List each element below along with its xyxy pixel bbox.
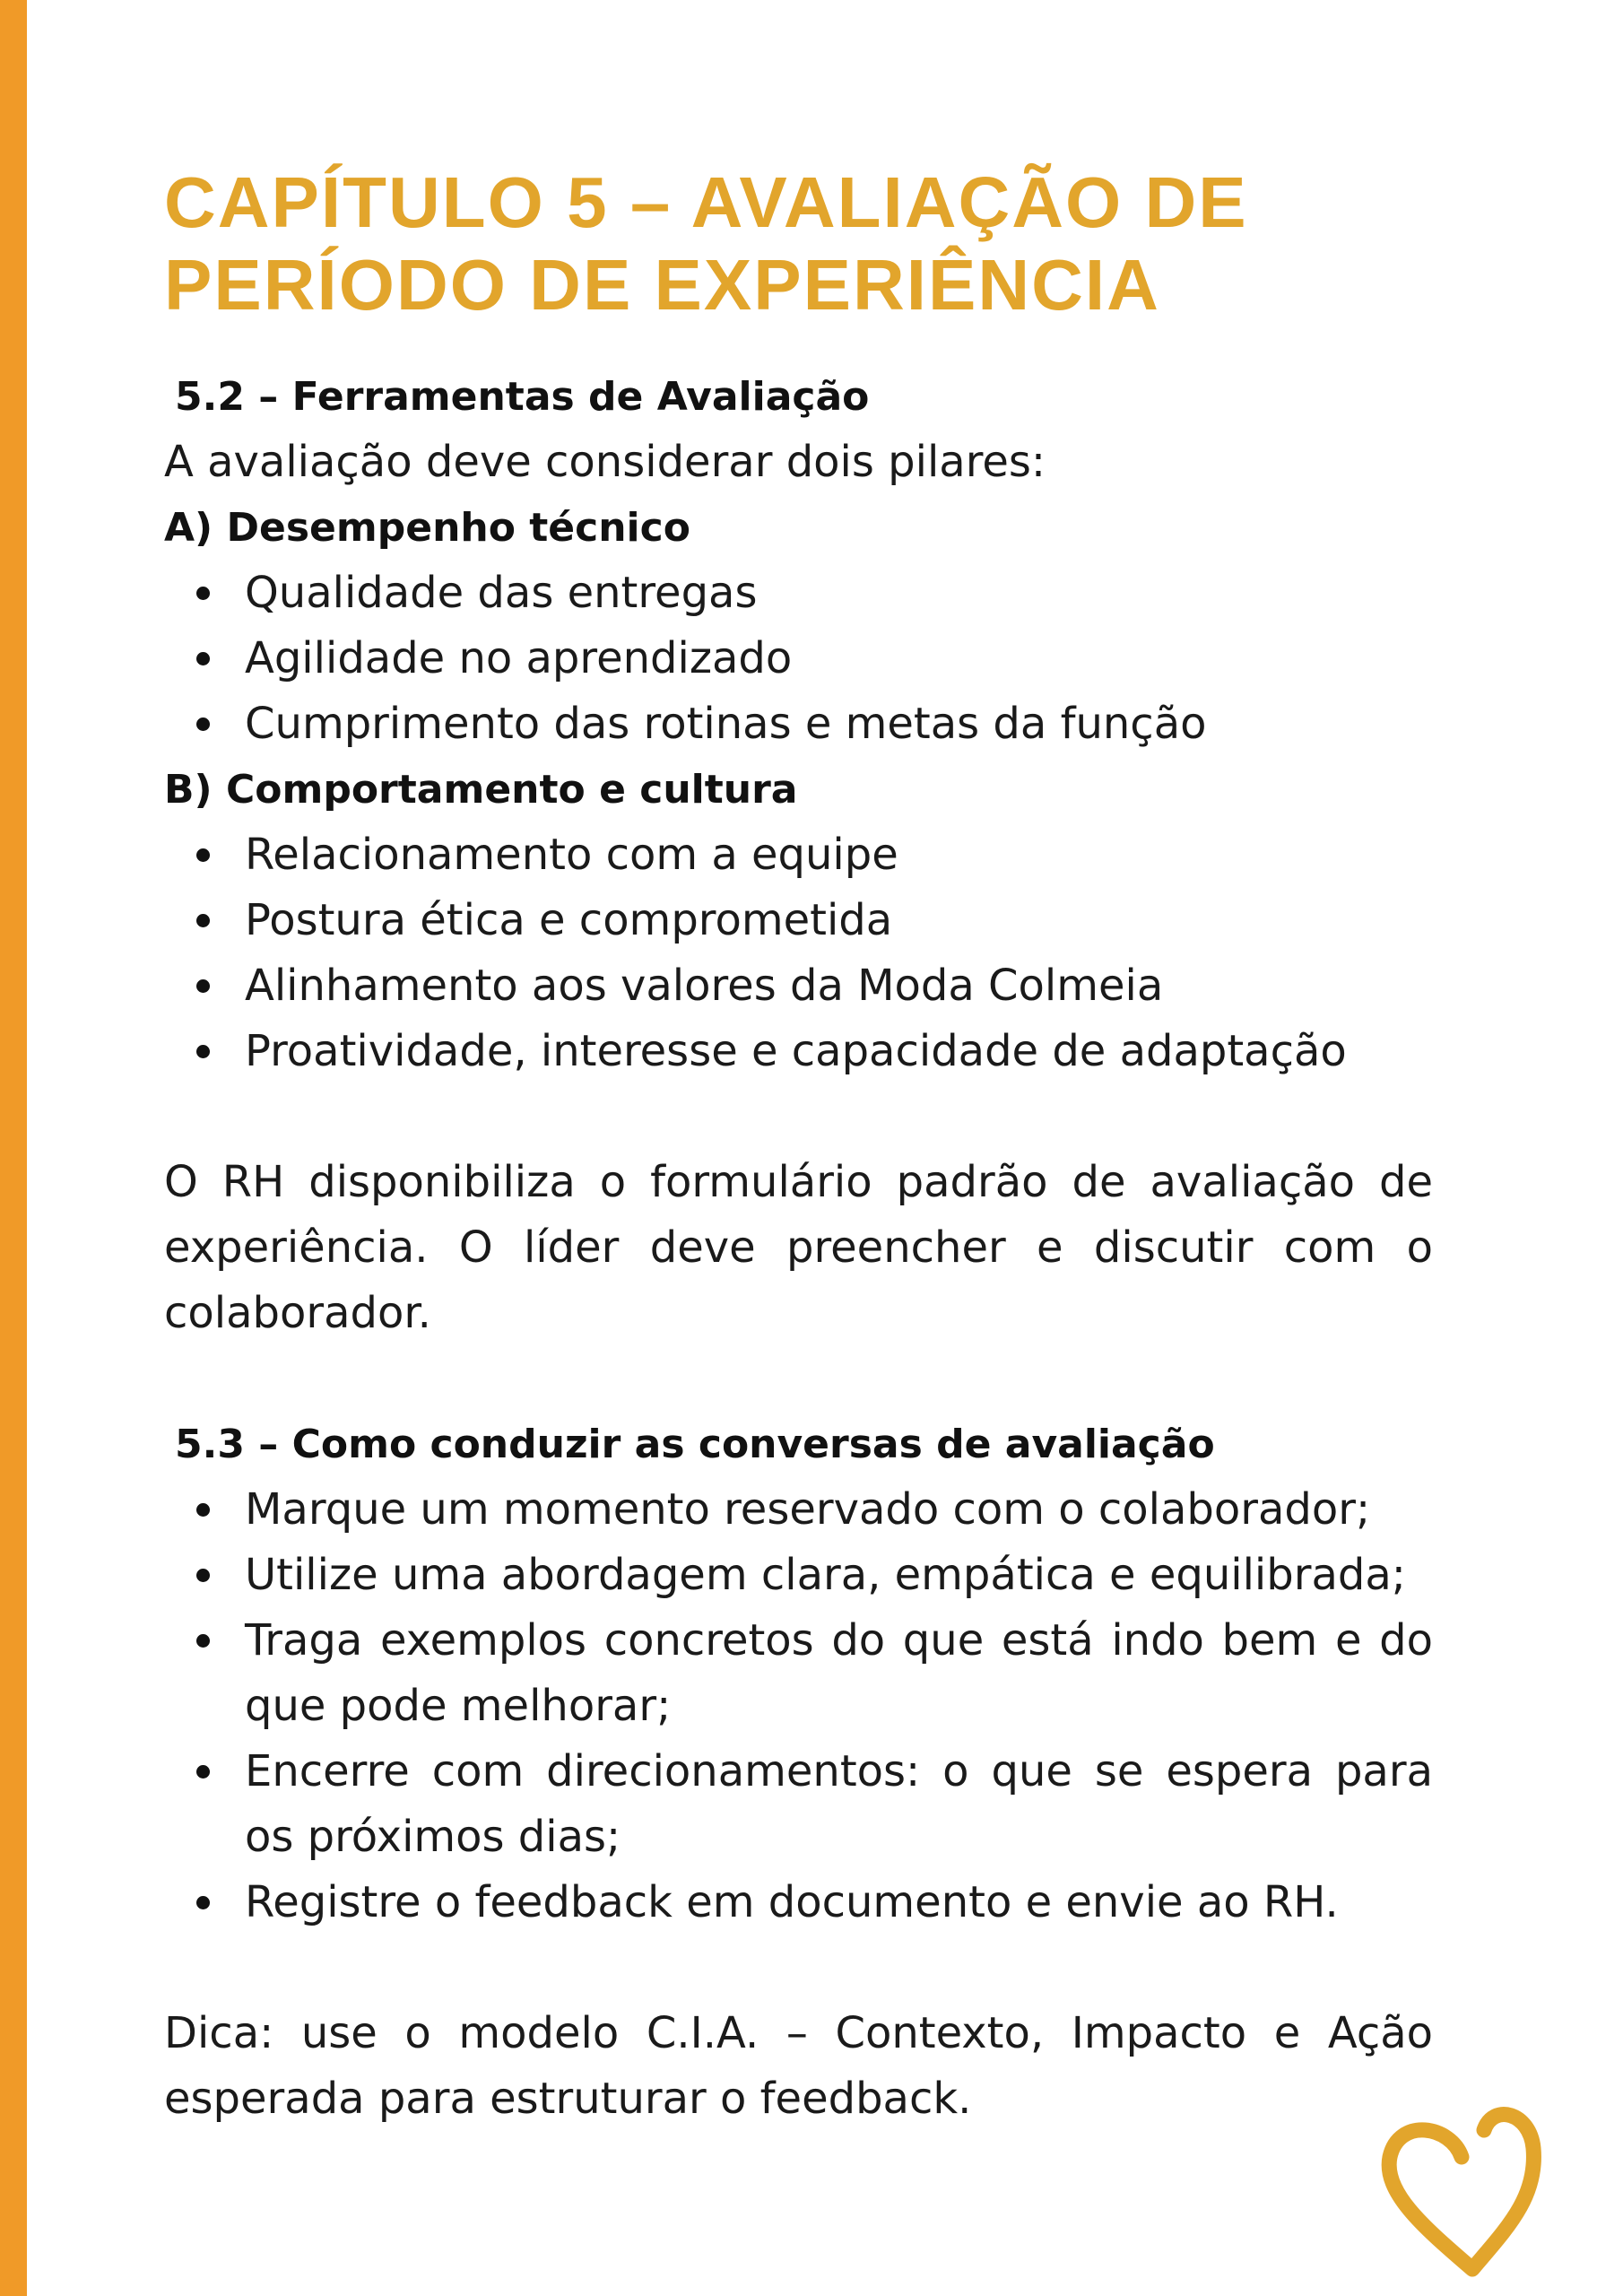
bullet-icon	[196, 914, 210, 927]
section-5-2-heading: 5.2 – Ferramentas de Avaliação	[175, 374, 870, 420]
side-accent-bar	[0, 0, 27, 2296]
chapter-title-line-1: CAPÍTULO 5 – AVALIAÇÃO DE	[164, 162, 1248, 242]
list-item: Qualidade das entregas	[164, 561, 1433, 626]
bullet-icon	[196, 979, 210, 993]
section-5-2-closing: O RH disponibiliza o formulário padrão de avaliação de experiência. O líder deve preencher e discutir com o colaborador.	[164, 1157, 1433, 1338]
section-5-3-list	[164, 1477, 1433, 1935]
list-item: Postura ética e comprometida	[164, 888, 1433, 953]
bullet-icon	[196, 587, 210, 600]
bullet-icon	[196, 652, 210, 665]
list-item: Alinhamento aos valores da Moda Colmeia	[164, 953, 1433, 1019]
page-content	[164, 161, 1433, 2132]
section-5-2-intro: A avaliação deve considerar dois pilares:	[164, 437, 1046, 487]
bullet-icon	[196, 1896, 210, 1909]
bullet-icon	[196, 1765, 210, 1779]
section-5-3-heading: 5.3 – Como conduzir as conversas de avaliação	[175, 1422, 1215, 1467]
list-item: Cumprimento das rotinas e metas da função	[164, 691, 1433, 757]
bullet-icon	[196, 1045, 210, 1058]
feedback-tip: Dica: use o modelo C.I.A. – Contexto, Impacto e Ação esperada para estruturar o feedback.	[164, 2008, 1433, 2124]
list-item: Registre o feedback em documento e envie ao RH.	[164, 1870, 1433, 1935]
chapter-title	[164, 161, 1433, 326]
list-item: Traga exemplos concretos do que está indo bem e do que pode melhorar;	[164, 1608, 1433, 1739]
pillar-a-list	[164, 561, 1433, 757]
list-item: Proatividade, interesse e capacidade de adaptação	[164, 1019, 1433, 1084]
chapter-title-line-2: PERÍODO DE EXPERIÊNCIA	[164, 245, 1160, 325]
bullet-icon	[196, 1503, 210, 1517]
list-item: Agilidade no aprendizado	[164, 626, 1433, 691]
pillar-b-list	[164, 822, 1433, 1084]
bullet-icon	[196, 1634, 210, 1648]
list-item: Relacionamento com a equipe	[164, 822, 1433, 888]
list-item: Utilize uma abordagem clara, empática e equilibrada;	[164, 1543, 1433, 1608]
bullet-icon	[196, 1569, 210, 1582]
list-item: Marque um momento reservado com o colaborador;	[164, 1477, 1433, 1543]
bullet-icon	[196, 718, 210, 731]
list-item: Encerre com direcionamentos: o que se espera para os próximos dias;	[164, 1739, 1433, 1870]
pillar-b-heading: B) Comportamento e cultura	[164, 767, 798, 813]
heart-logo-icon	[1372, 2090, 1551, 2278]
bullet-icon	[196, 848, 210, 862]
pillar-a-heading: A) Desempenho técnico	[164, 505, 690, 551]
